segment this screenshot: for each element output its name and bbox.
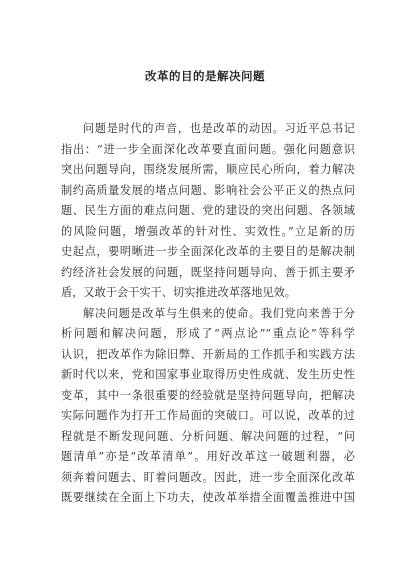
text-line: 程就是不断发现问题、分析问题、解决问题的过程，“问	[61, 429, 355, 443]
text-line: 析问题和解决问题，形成了“两点论”“重点论”等科学	[61, 327, 355, 340]
text-line: 认识，把改革作为除旧弊、开新局的工作抓手和实践方法	[61, 347, 355, 361]
text-line: 指出：“进一步全面深化改革要直面问题。强化问题意识	[61, 142, 355, 156]
paragraph-2	[61, 304, 355, 509]
paragraph-1	[61, 119, 355, 304]
text-line: 约经济社会发展的问题，既坚持问题导向、善于抓主要矛	[61, 265, 355, 279]
text-line: 实际问题作为打开工作局面的突破口。可以说，改革的过	[61, 409, 355, 422]
text-line: 解决问题是改革与生俱来的使命。我们党向来善于分	[83, 306, 355, 320]
text-line: 既要继续在全面上下功夫，使改革举措全面覆盖推进中国	[61, 491, 355, 504]
text-line: 制约高质量发展的堵点问题、影响社会公平正义的热点问	[61, 183, 355, 197]
document-body	[61, 119, 355, 509]
text-line: 须奔着问题去、盯着问题改。因此，进一步全面深化改革	[61, 470, 355, 484]
text-line: 新时代以来，党和国家事业取得历史性成就、发生历史性	[61, 368, 355, 381]
text-line: 史起点，要明晰进一步全面深化改革的主要目的是解决制	[61, 245, 355, 258]
text-line: 突出问题导向，围绕发展所需，顺应民心所向，着力解决	[61, 163, 355, 176]
text-line: 问题是时代的声音，也是改革的动因。习近平总书记	[83, 122, 355, 135]
text-line: 变革，其中一条很重要的经验就是坚持问题导向，把解决	[61, 388, 355, 402]
text-line: 的风险问题，增强改革的针对性、实效性。”立足新的历	[61, 224, 355, 238]
page-title: 改革的目的是解决问题	[145, 69, 265, 83]
text-line: 题、民生方面的难点问题、党的建设的突出问题、各领域	[61, 204, 355, 217]
text-line: 盾，又敢于会干实干、切实推进改革落地见效。	[61, 286, 296, 299]
text-line: 题清单”亦是“改革清单”。用好改革这一破题利器，必	[61, 450, 355, 463]
